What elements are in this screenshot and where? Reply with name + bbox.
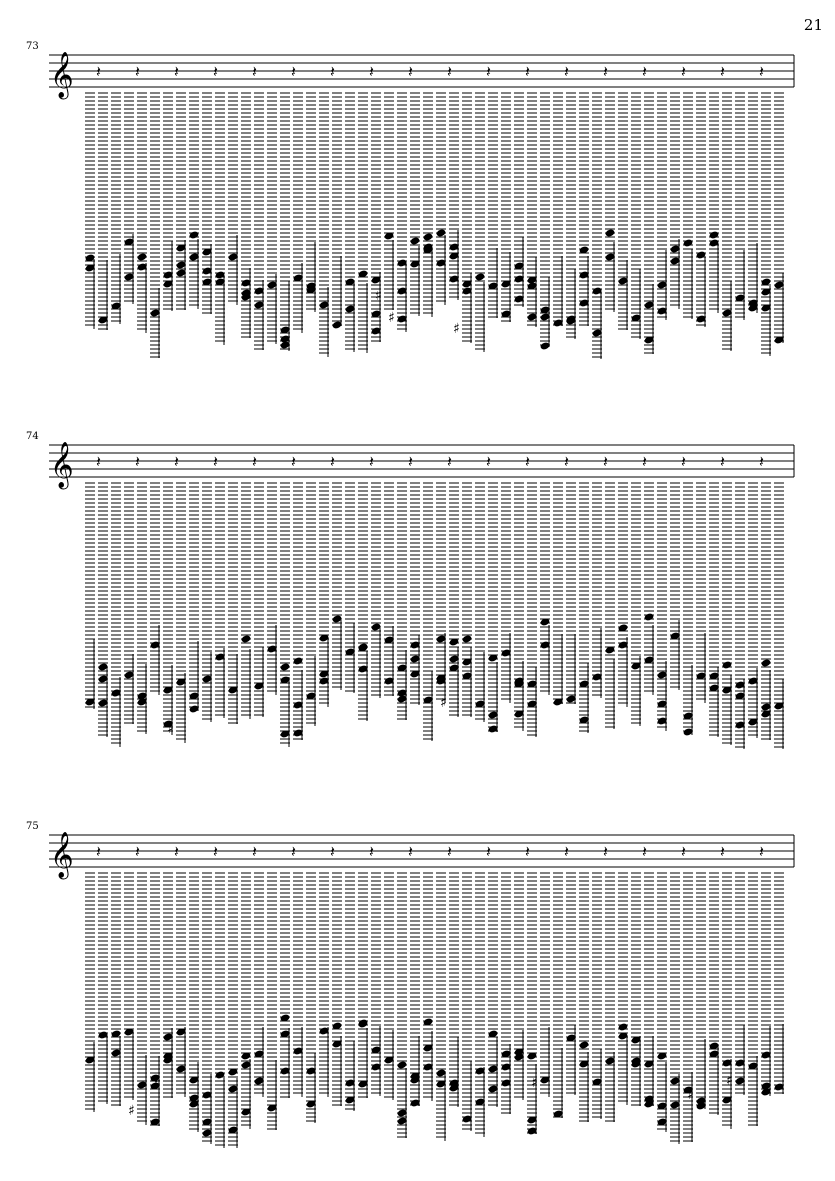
note-column: [423, 873, 434, 1101]
note-column: [735, 93, 746, 320]
note-column: [384, 483, 395, 696]
rest-icon: 𝄽: [291, 452, 296, 471]
note-column: [618, 93, 629, 330]
note-column: [774, 873, 785, 1094]
rest-icon: 𝄽: [759, 842, 764, 861]
note-column: [423, 93, 434, 317]
note-column: [345, 93, 356, 352]
note-column: [306, 483, 317, 726]
note-column: [371, 873, 382, 1096]
note-column: [332, 93, 343, 330]
note-column: [332, 873, 343, 1106]
rest-icon: 𝄽: [213, 842, 218, 861]
note-column: [644, 93, 655, 354]
note-column: [215, 873, 226, 1148]
note-column: [410, 93, 421, 316]
sharp-icon: ♯: [440, 695, 447, 711]
note-column: [722, 93, 733, 351]
rest-icon: 𝄽: [252, 842, 257, 861]
note-column: [267, 93, 278, 344]
sharp-icon: ♯: [154, 1076, 161, 1092]
note-column: [215, 93, 226, 345]
note-column: [501, 873, 512, 1114]
rest-icon: 𝄽: [642, 62, 647, 81]
sharp-icon: ♯: [726, 1073, 733, 1089]
note-column: [618, 873, 629, 1105]
sharp-icon: ♯: [167, 721, 174, 737]
rest-icon: 𝄽: [330, 452, 335, 471]
note-column: [98, 93, 109, 330]
note-column: [527, 483, 538, 737]
rest-icon: 𝄽: [135, 62, 140, 81]
note-column: [527, 873, 538, 1136]
note-column: [280, 842, 296, 1098]
note-column: [397, 452, 413, 720]
rest-icon: 𝄽: [291, 62, 296, 81]
note-column: [111, 93, 122, 324]
note-column: [397, 842, 413, 1138]
rest-icon: 𝄽: [213, 452, 218, 471]
rest-icon: 𝄽: [96, 842, 101, 861]
note-column: [462, 873, 473, 1131]
rest-icon: 𝄽: [96, 452, 101, 471]
note-column: [150, 483, 161, 695]
note-column: [128, 873, 147, 1125]
rest-icon: 𝄽: [369, 842, 374, 861]
note-column: [358, 842, 374, 1098]
note-head: [410, 236, 421, 245]
note-column: [111, 483, 122, 747]
treble-clef-icon: 𝄞: [50, 52, 74, 98]
note-column: [345, 483, 356, 693]
rest-icon: 𝄽: [681, 842, 686, 861]
note-column: [488, 483, 499, 734]
note-column: [501, 93, 512, 322]
rest-icon: 𝄽: [681, 62, 686, 81]
note-column: [735, 483, 746, 749]
sharp-icon: ♯: [388, 310, 395, 326]
note-column: [709, 62, 725, 313]
note-column: [631, 452, 647, 726]
note-column: [150, 93, 161, 358]
note-column: [579, 873, 590, 1122]
note-column: [761, 483, 772, 740]
note-column: [605, 483, 616, 729]
note-column: [449, 873, 460, 1107]
treble-clef-icon: 𝄞: [50, 442, 74, 488]
note-column: [774, 483, 785, 749]
note-column: [167, 483, 186, 743]
measure-number: 75: [26, 821, 39, 832]
note-column: [189, 93, 200, 309]
note-column: [566, 483, 577, 704]
note-column: [566, 873, 577, 1095]
note-column: [436, 842, 452, 1141]
note-column: [137, 93, 148, 333]
rest-icon: 𝄽: [252, 452, 257, 471]
note-head: [709, 230, 720, 239]
sharp-icon: ♯: [375, 288, 382, 304]
note-column: [748, 62, 764, 313]
note-column: [631, 842, 647, 1106]
measure-number: 74: [26, 431, 39, 442]
note-column: [540, 483, 551, 695]
sharp-icon: ♯: [128, 1103, 135, 1119]
note-column: [202, 62, 218, 314]
note-column: [189, 873, 200, 1132]
note-column: [267, 873, 278, 1130]
note-column: [696, 93, 707, 327]
rest-icon: 𝄽: [603, 452, 608, 471]
note-head: [189, 230, 200, 239]
rest-icon: 𝄽: [525, 842, 530, 861]
note-column: [709, 842, 725, 1115]
note-column: [163, 62, 179, 311]
note-column: [215, 483, 226, 718]
rest-icon: 𝄽: [486, 842, 491, 861]
note-column: [592, 62, 608, 359]
note-column: [124, 62, 140, 304]
rest-icon: 𝄽: [252, 62, 257, 81]
rest-icon: 𝄽: [408, 452, 413, 471]
note-column: [553, 62, 569, 328]
note-column: [154, 842, 179, 1098]
note-column: [436, 452, 452, 703]
note-head: [293, 656, 304, 665]
note-column: [332, 483, 343, 690]
note-column: [228, 93, 239, 305]
note-column: [98, 483, 109, 737]
note-column: [176, 93, 187, 310]
note-head: [683, 238, 694, 247]
note-head: [280, 662, 291, 671]
rest-icon: 𝄽: [720, 842, 725, 861]
note-column: [371, 483, 382, 698]
note-head: [241, 634, 252, 643]
note-column: [410, 483, 421, 705]
note-head: [761, 658, 772, 667]
note-column: [644, 873, 655, 1109]
rest-icon: 𝄽: [96, 62, 101, 81]
note-column: [605, 873, 616, 1122]
note-column: [98, 873, 109, 1104]
sharp-icon: ♯: [687, 1087, 694, 1103]
note-head: [722, 660, 733, 669]
rest-icon: 𝄽: [135, 842, 140, 861]
note-column: [410, 873, 421, 1108]
rest-icon: 𝄽: [174, 62, 179, 81]
note-column: [579, 93, 590, 326]
note-column: [527, 93, 538, 327]
note-column: [111, 873, 122, 1106]
note-column: [163, 452, 179, 735]
note-column: [293, 483, 304, 740]
rest-icon: 𝄽: [564, 62, 569, 81]
measure-number: 73: [26, 41, 39, 52]
note-column: [657, 873, 668, 1132]
note-column: [618, 483, 629, 707]
note-column: [371, 93, 382, 342]
rest-icon: 𝄽: [603, 842, 608, 861]
note-column: [462, 483, 473, 717]
rest-icon: 𝄽: [447, 452, 452, 471]
rest-icon: 𝄽: [564, 452, 569, 471]
rest-icon: 𝄽: [486, 62, 491, 81]
note-head: [618, 1022, 629, 1031]
rest-icon: 𝄽: [564, 842, 569, 861]
rest-icon: 𝄽: [174, 842, 179, 861]
rest-icon: 𝄽: [369, 62, 374, 81]
rest-icon: 𝄽: [603, 62, 608, 81]
note-column: [644, 483, 655, 695]
music-content: [85, 842, 785, 1148]
rest-icon: 𝄽: [174, 452, 179, 471]
note-column: [774, 93, 785, 345]
rest-icon: 𝄽: [720, 62, 725, 81]
note-column: [306, 93, 317, 312]
treble-clef-icon: 𝄞: [50, 832, 74, 878]
note-column: [189, 483, 200, 714]
note-head: [475, 272, 486, 281]
note-column: [579, 483, 590, 733]
note-column: [761, 93, 772, 356]
note-column: [488, 873, 499, 1107]
note-column: [293, 873, 304, 1097]
note-column: [657, 483, 668, 731]
note-column: [722, 873, 733, 1129]
note-column: [267, 483, 278, 695]
rest-icon: 𝄽: [213, 62, 218, 81]
note-column: [306, 873, 317, 1123]
note-column: [137, 483, 148, 734]
note-column: [449, 93, 460, 300]
sharp-icon: ♯: [531, 1075, 538, 1091]
note-column: [228, 873, 239, 1148]
note-column: [254, 483, 265, 717]
note-column: [566, 93, 577, 339]
rest-icon: 𝄽: [408, 62, 413, 81]
rest-icon: 𝄽: [447, 842, 452, 861]
note-head: [579, 1040, 590, 1049]
note-column: [696, 483, 707, 703]
sharp-icon: ♯: [453, 321, 460, 337]
note-column: [501, 483, 512, 703]
music-content: [85, 452, 785, 749]
note-column: [345, 873, 356, 1111]
note-head: [423, 232, 434, 241]
note-head: [462, 634, 473, 643]
note-column: [176, 873, 187, 1097]
note-column: [453, 93, 472, 343]
staff-system-3: [0, 800, 835, 1170]
note-column: [683, 93, 694, 319]
rest-icon: 𝄽: [759, 62, 764, 81]
rest-icon: 𝄽: [525, 452, 530, 471]
note-column: [722, 483, 733, 745]
note-head: [644, 612, 655, 621]
note-column: [293, 93, 304, 333]
rest-icon: 𝄽: [408, 842, 413, 861]
rest-icon: 𝄽: [330, 842, 335, 861]
note-column: [761, 873, 772, 1097]
note-column: [254, 873, 265, 1097]
note-head: [605, 228, 616, 237]
rest-icon: 𝄽: [681, 452, 686, 471]
staff-system-1: [0, 20, 835, 380]
rest-icon: 𝄽: [720, 452, 725, 471]
note-column: [384, 873, 395, 1100]
rest-icon: 𝄽: [759, 452, 764, 471]
note-column: [540, 93, 551, 351]
rest-icon: 𝄽: [291, 842, 296, 861]
note-head: [137, 252, 148, 261]
rest-icon: 𝄽: [369, 452, 374, 471]
note-column: [228, 483, 239, 724]
note-column: [605, 93, 616, 312]
music-content: [85, 62, 785, 359]
rest-icon: 𝄽: [135, 452, 140, 471]
rest-icon: 𝄽: [525, 62, 530, 81]
note-column: [488, 93, 499, 318]
rest-icon: 𝄽: [642, 842, 647, 861]
rest-icon: 𝄽: [447, 62, 452, 81]
note-column: [657, 93, 668, 320]
note-column: [683, 483, 694, 737]
rest-icon: 𝄽: [642, 452, 647, 471]
note-column: [254, 93, 265, 350]
rest-icon: 𝄽: [486, 452, 491, 471]
rest-icon: 𝄽: [330, 62, 335, 81]
note-column: [423, 483, 434, 741]
page-number: 21: [803, 16, 823, 34]
staff-system-2: [0, 410, 835, 770]
